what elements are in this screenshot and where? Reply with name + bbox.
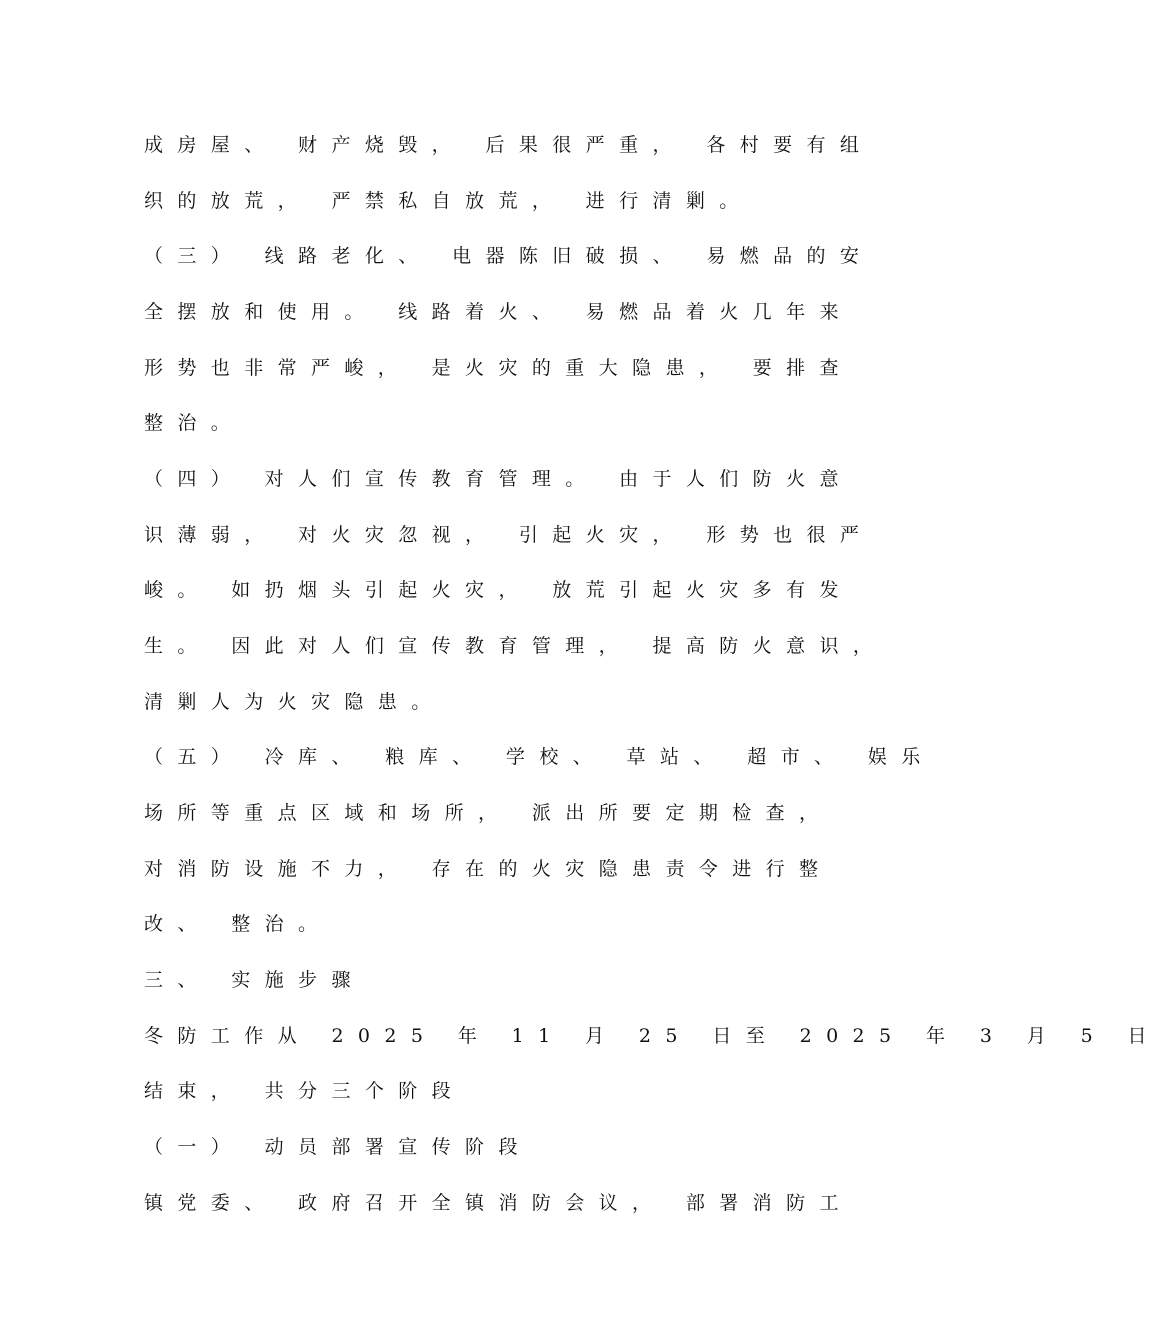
text-line: 冬防工作从 2025 年 11 月 25 日至 2025 年 3 月 5 日 <box>144 1025 1161 1047</box>
text-line: 全摆放和使用。 线路着火、 易燃品着火几年来 <box>144 301 853 323</box>
text-line: 清剿人为火灾隐患。 <box>144 691 445 713</box>
text-line: 生。 因此对人们宣传教育管理， 提高防火意识， <box>144 635 887 657</box>
text-line: 结束， 共分三个阶段 <box>144 1080 466 1102</box>
text-line: （三） 线路老化、 电器陈旧破损、 易燃品的安 <box>144 245 874 267</box>
text-line: 场所等重点区域和场所， 派出所要定期检查， <box>144 802 833 824</box>
text-line: 成房屋、 财产烧毁， 后果很严重， 各村要有组 <box>144 134 874 156</box>
text-line: 形势也非常严峻， 是火灾的重大隐患， 要排查 <box>144 357 853 379</box>
text-line: 对消防设施不力， 存在的火灾隐患责令进行整 <box>144 858 833 880</box>
text-line: （四） 对人们宣传教育管理。 由于人们防火意 <box>144 468 853 490</box>
section-heading: 三、 实施步骤 <box>144 969 365 991</box>
text-line: 织的放荒， 严禁私自放荒， 进行清剿。 <box>144 190 753 212</box>
text-line: （五） 冷库、 粮库、 学校、 草站、 超市、 娱乐 <box>144 746 935 768</box>
text-line: 识薄弱， 对火灾忽视， 引起火灾， 形势也很严 <box>144 524 874 546</box>
text-line: 峻。 如扔烟头引起火灾， 放荒引起火灾多有发 <box>144 579 853 601</box>
subsection-heading: （一） 动员部署宣传阶段 <box>144 1136 532 1158</box>
text-line: 改、 整治。 <box>144 913 332 935</box>
text-line: 镇党委、 政府召开全镇消防会议， 部署消防工 <box>144 1192 853 1214</box>
text-line: 整治。 <box>144 412 245 434</box>
